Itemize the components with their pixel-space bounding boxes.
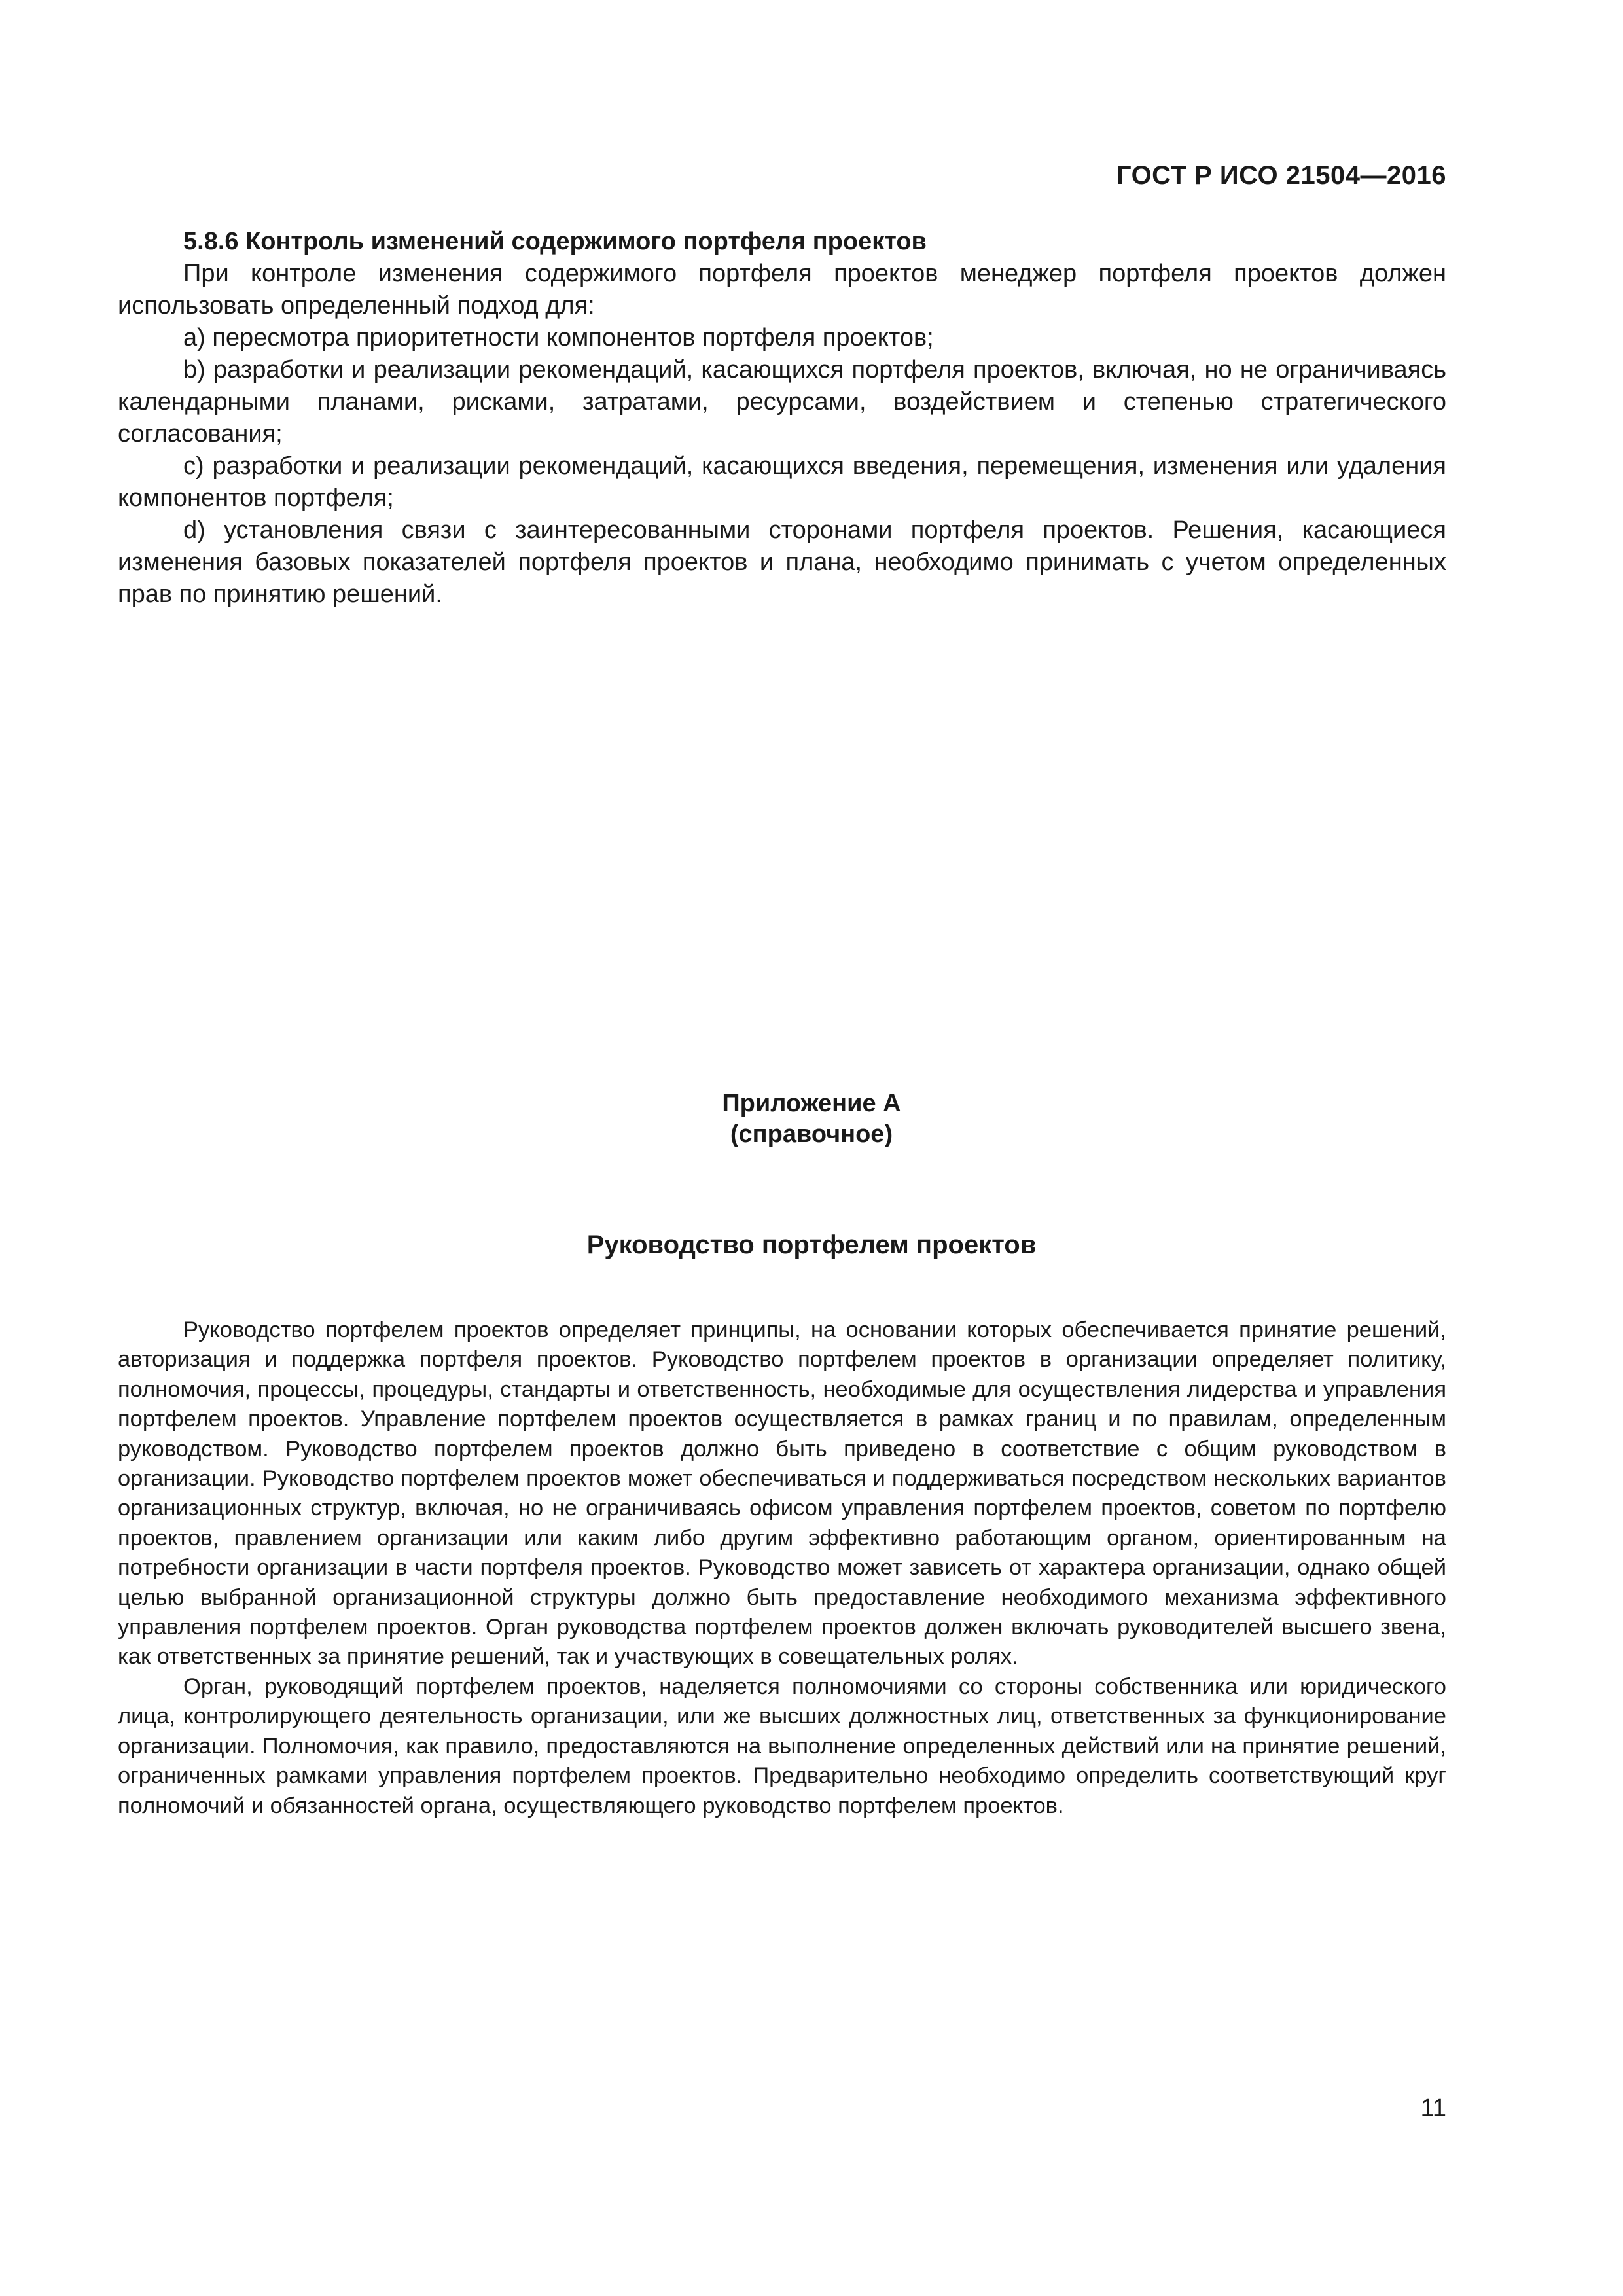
list-item-b: b) разработки и реализации рекомендаций, касающихся портфеля проектов, включая, но не ограничиваясь календарными планами, рисками, затратами, ресурсами, воздействием и степенью стратегического согласования; bbox=[118, 356, 1446, 448]
appendix-paragraph: Руководство портфелем проектов определяет принципы, на основании которых обеспечивается принятие решений, авторизация и поддержка портфеля проектов. Руководство портфелем проектов в организации определяет политику, полномочия, процессы, процедуры, стандарты и ответственность, необходимые для осуществления лидерства и управления портфелем проектов. Управление портфелем проектов осуществляется в рамках границ и по правилам, определенным руководством. Руководство портфелем проектов должно быть приведено в соответствие с общим руководством в организации. Руководство портфелем проектов может обеспечиваться и поддерживаться посредством нескольких вариантов организационных структур, включая, но не ограничиваясь офисом управления портфелем проектов, советом по портфелю проектов, правлением организации или каким либо другим эффективно работающим органом, ориентированным на потребности организации в части портфеля проектов. Руководство может зависеть от характера организации, однако общей целью выбранной организационной структуры должно быть предоставление необходимого механизма эффективного управления портфелем проектов. Орган руководства портфелем проектов должен включать руководителей высшего звена, как ответственных за принятие решений, так и участвующих в совещательных ролях. bbox=[118, 1318, 1446, 1670]
section-5-8-6 bbox=[118, 226, 1446, 611]
appendix-paragraph: Орган, руководящий портфелем проектов, наделяется полномочиями со стороны собственника или юридического лица, контролирующего деятельность организации, или же высших должностных лиц, ответственных за функционирование организации. Полномочия, как правило, предоставляются на выполнение определенных действий или на принятие решений, ограниченных рамками управления портфелем проектов. Предварительно необходимо определить соответствующий круг полномочий и обязанностей органа, осуществляющего руководство портфелем проектов. bbox=[118, 1674, 1446, 1818]
list-item-c: c) разработки и реализации рекомендаций, касающихся введения, перемещения, изменения или удаления компонентов портфеля; bbox=[118, 452, 1446, 512]
standard-code: ГОСТ Р ИСО 21504—2016 bbox=[1116, 161, 1446, 190]
appendix-type: (справочное) bbox=[730, 1121, 893, 1148]
appendix-body bbox=[118, 1316, 1446, 1821]
page-number: 11 bbox=[1420, 2094, 1446, 2122]
section-intro-paragraph: При контроле изменения содержимого портфеля проектов менеджер портфеля проектов должен использовать определенный подход для: bbox=[118, 260, 1446, 319]
section-title: 5.8.6 Контроль изменений содержимого портфеля проектов bbox=[183, 228, 927, 255]
appendix-title: Руководство портфелем проектов bbox=[586, 1230, 1037, 1259]
list-item-d: d) установления связи с заинтересованными сторонами портфеля проектов. Решения, касающиеся изменения базовых показателей портфеля проектов и плана, необходимо принимать с учетом определенных прав по принятию решений. bbox=[118, 516, 1446, 608]
appendix-heading bbox=[0, 1088, 1623, 1150]
list-item-a: a) пересмотра приоритетности компонентов портфеля проектов; bbox=[183, 324, 934, 351]
appendix-label: Приложение А bbox=[722, 1090, 901, 1117]
